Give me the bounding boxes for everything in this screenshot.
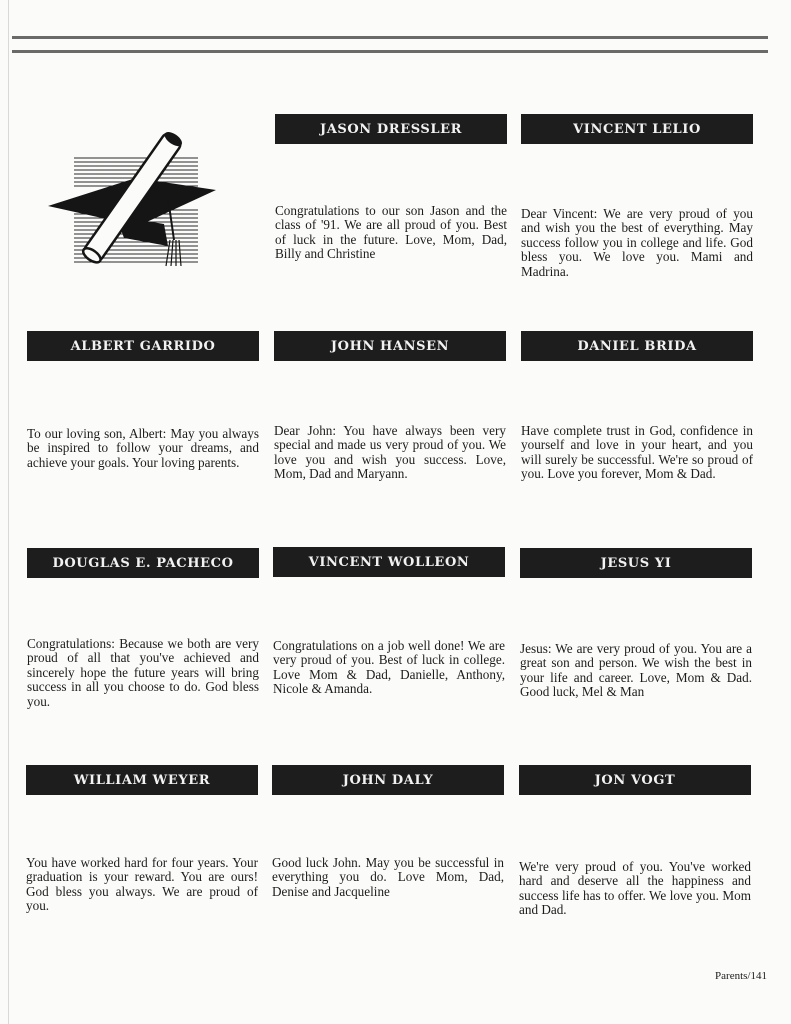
graduate-name: DOUGLAS E. PACHECO [27,548,259,578]
top-rule [12,36,768,39]
tribute-message: You have worked hard for four years. Your graduation is your reward. You are ours! God bless you always. We are proud of you. [26,855,258,914]
tribute-entry [27,548,259,709]
tribute-entry [521,114,753,279]
graduate-name: JESUS YI [520,548,752,578]
graduate-name: JOHN DALY [272,765,504,795]
page-edge [8,0,9,1024]
tribute-message: We're very proud of you. You've worked hard and deserve all the happiness and success life has to offer. We love you. Mom and Dad. [519,859,751,918]
tribute-entry [520,548,752,700]
tribute-message: Jesus: We are very proud of you. You are a great son and person. We wish the best in your life and career. Love, Mom & Dad. Good luck, Mel & Man [520,641,752,700]
graduate-name: ALBERT GARRIDO [27,331,259,361]
tribute-entry [272,765,504,899]
tribute-entry [27,331,259,470]
graduate-name: VINCENT LELIO [521,114,753,144]
tribute-message: Have complete trust in God, confidence in yourself and love in your heart, and you will surely be successful. We're so proud of you. Love you forever, Mom & Dad. [521,423,753,482]
tribute-message: Dear Vincent: We are very proud of you and wish you the best of everything. May success follow you in college and life. God bless you. We love you. Mami and Madrina. [521,206,753,279]
graduate-name: VINCENT WOLLEON [273,547,505,577]
tribute-entry [521,331,753,482]
tribute-entry [26,765,258,914]
tribute-message: Congratulations: Because we both are very proud of all that you've achieved and sincerely hope the future years will bring success in all you choose to do. God bless you. [27,636,259,709]
graduate-name: DANIEL BRIDA [521,331,753,361]
tribute-message: Dear John: You have always been very special and made us very proud of you. We love you and wish you success. Love, Mom, Dad and Maryann. [274,423,506,482]
graduate-name: JOHN HANSEN [274,331,506,361]
tribute-entry [274,331,506,482]
graduate-name: WILLIAM WEYER [26,765,258,795]
tribute-entry [519,765,751,918]
tribute-message: To our loving son, Albert: May you always be inspired to follow your dreams, and achieve your goals. Your loving parents. [27,426,259,470]
graduate-name: JON VOGT [519,765,751,795]
top-rule-secondary [12,50,768,53]
graduation-cap-diploma-icon [46,128,218,268]
tribute-message: Good luck John. May you be successful in everything you do. Love Mom, Dad, Denise and Jacqueline [272,855,504,899]
tribute-message: Congratulations on a job well done! We are very proud of you. Best of luck in college. Love Mom & Dad, Danielle, Anthony, Nicole & Amanda. [273,638,505,697]
tribute-entry [275,114,507,262]
tribute-message: Congratulations to our son Jason and the class of '91. We are all proud of you. Best of luck in the future. Love, Mom, Dad, Billy and Christine [275,203,507,262]
graduate-name: JASON DRESSLER [275,114,507,144]
page-number: Parents/141 [715,970,767,982]
tribute-entry [273,547,505,697]
